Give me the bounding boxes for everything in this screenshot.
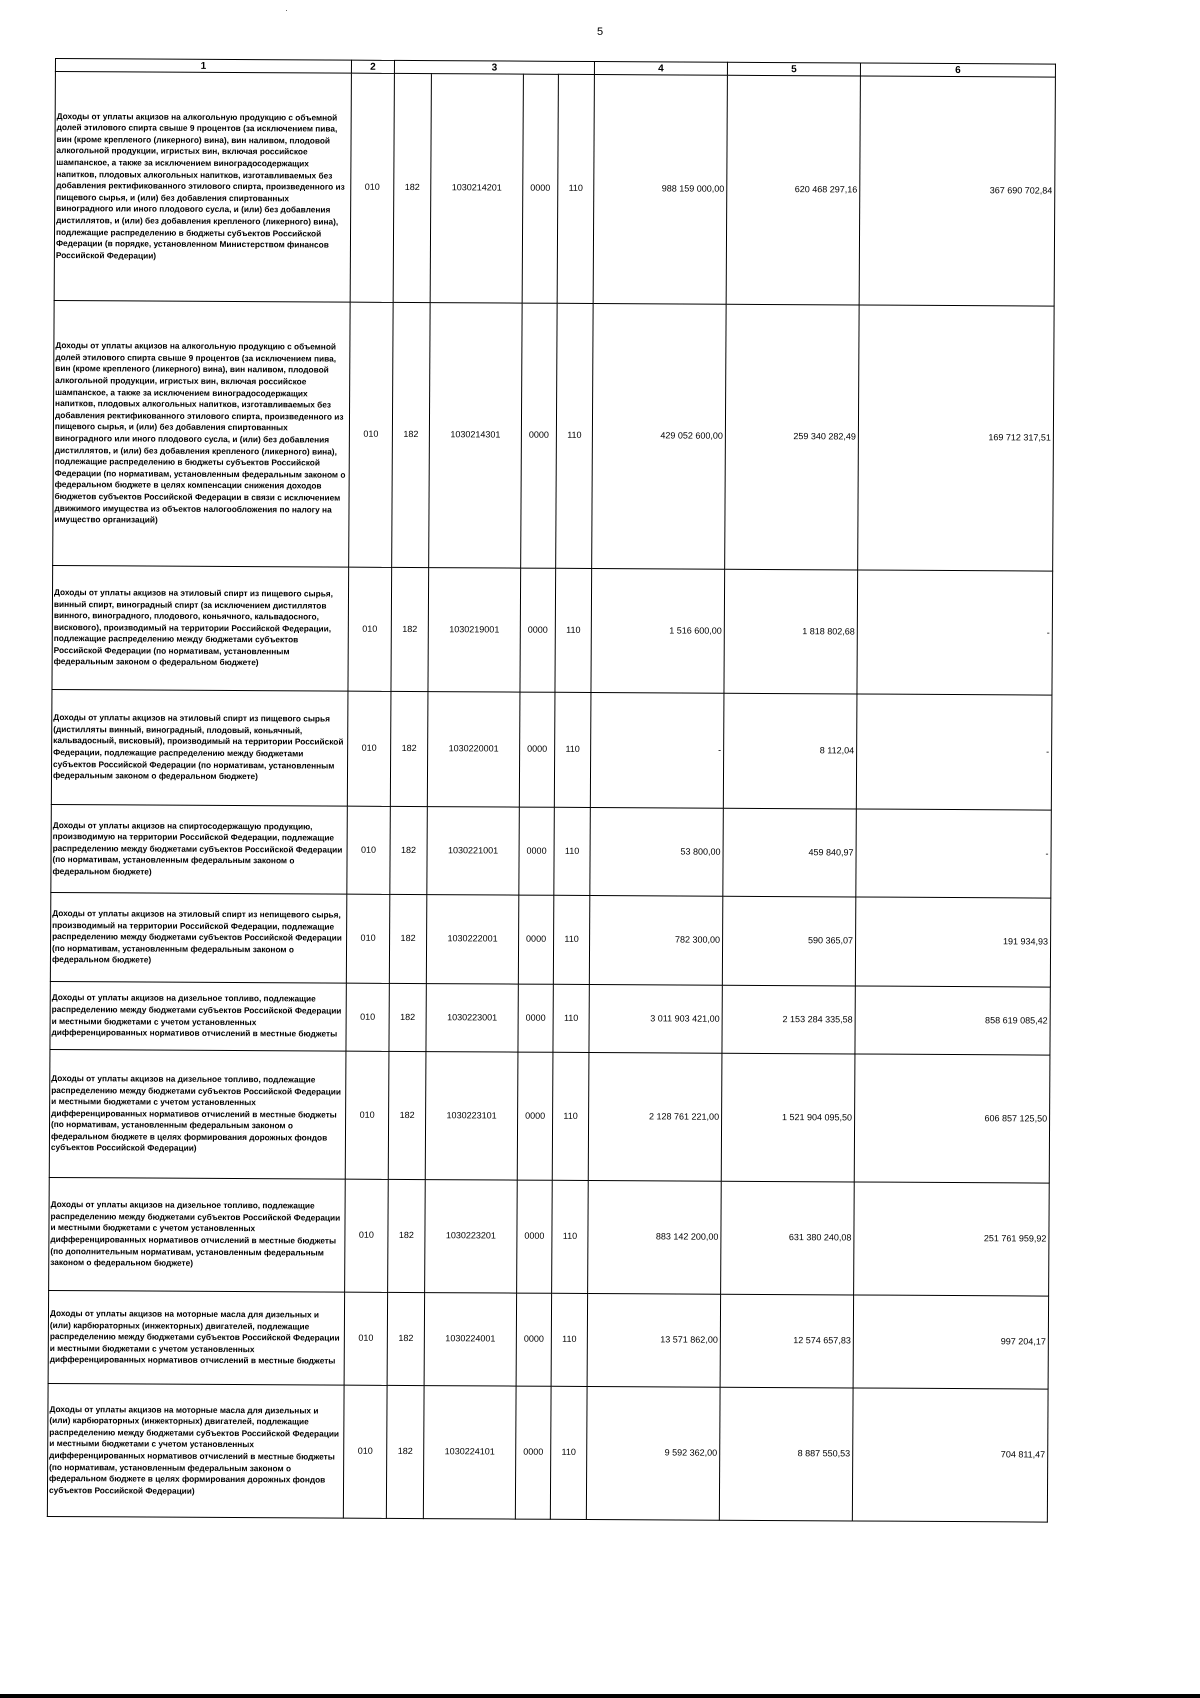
row-description: Доходы от уплаты акцизов на алкогольную продукцию с объемной долей этилового спирта свыше 9 процентов (за исключением пива, вин (кроме крепленого (ликерного) вина), вин наливом, плодовой алкогольной продукции, игристых вин, включая российское шампанское, а также за исключением виноградосодержащих напитков, плодовых алкогольных напитков, изготавливаемых без добавления ректификованного этилового спирта, произведенного из пищевого сырья, и (или) без добавления спиртованных виноградного или иного плодового сусла, и (или) без добавления дистиллятов, и (или) без добавления крепленого (ликерного) вина), подлежащие распределению в бюджеты субъектов Российской Федерации (в порядке, установленном Министерством финансов Российской Федерации) <box>54 72 351 303</box>
row-revenue-code: 1030224101 <box>423 1386 516 1520</box>
row-revenue-code: 1030224001 <box>424 1293 517 1387</box>
row-code-2: 010 <box>344 1292 388 1385</box>
row-revenue-code: 1030221001 <box>427 807 519 896</box>
row-value-col4: 3 011 903 421,00 <box>589 984 722 1053</box>
scan-speck <box>286 10 287 11</box>
table-row <box>47 1383 1048 1522</box>
row-description: Доходы от уплаты акцизов на дизельное топливо, подлежащие распределению между бюджетами субъектов Российской Федерации и местными бюджетами с учетом установленных дифференцированных нормативов отчислений в местные бюджеты (по дополнительным нормативам, установленным федеральным законом о федеральном бюджете) <box>49 1177 346 1292</box>
row-description: Доходы от уплаты акцизов на спиртосодержащую продукцию, производимую на территории Российской Федерации, подлежащие распределению между бюджетами субъектов Российской Федерации (по нормативам, установленным федеральным законом о федеральном бюджете) <box>51 804 347 894</box>
row-value-col6: 367 690 702,84 <box>859 76 1055 306</box>
row-value-col5: 1 818 802,68 <box>724 569 858 694</box>
row-revenue-code: 1030223101 <box>425 1052 518 1181</box>
row-value-col5: 259 340 282,49 <box>725 304 859 570</box>
row-program-code: 0000 <box>522 74 558 303</box>
column-header-6: 6 <box>860 63 1055 77</box>
row-revenue-code: 1030214201 <box>430 74 523 304</box>
row-value-col5: 8 112,04 <box>723 693 857 809</box>
row-classification-code: 110 <box>555 568 592 692</box>
table-row <box>48 1290 1049 1389</box>
row-revenue-code: 1030223001 <box>426 984 518 1053</box>
row-value-col4: 883 142 200,00 <box>588 1180 722 1294</box>
row-value-col4: 13 571 862,00 <box>587 1293 721 1387</box>
row-program-code: 0000 <box>518 895 553 984</box>
row-admin-code: 182 <box>393 73 431 302</box>
row-code-2: 010 <box>345 1051 389 1179</box>
row-value-col6: 251 761 959,92 <box>854 1182 1050 1296</box>
table-row <box>50 981 1050 1055</box>
row-admin-code: 182 <box>388 1051 426 1179</box>
row-value-col4: 429 052 600,00 <box>592 304 726 570</box>
row-program-code: 0000 <box>518 984 553 1052</box>
row-value-col4: 53 800,00 <box>590 808 723 897</box>
row-value-col4: 782 300,00 <box>589 896 722 986</box>
row-revenue-code: 1030223201 <box>425 1180 518 1294</box>
table-row <box>53 300 1054 571</box>
row-value-col6: 858 619 085,42 <box>855 986 1050 1055</box>
row-program-code: 0000 <box>520 568 556 692</box>
row-admin-code: 182 <box>387 1292 425 1385</box>
row-value-col6: - <box>857 570 1053 695</box>
row-classification-code: 110 <box>554 692 591 807</box>
row-admin-code: 182 <box>391 567 429 691</box>
row-revenue-code: 1030214301 <box>429 303 522 569</box>
row-classification-code: 110 <box>551 1293 588 1386</box>
row-value-col4: 1 516 600,00 <box>591 569 725 694</box>
row-description: Доходы от уплаты акцизов на алкогольную продукцию с объемной долей этилового спирта свыше 9 процентов (за исключением пива, вин (кроме крепленого (ликерного) вина), вин наливом, плодовой алкогольной продукции, игристых вин, включая российское шампанское, а также за исключением виноградосодержащих напитков, плодовых алкогольных напитков, изготавливаемых без добавления ректификованного этилового спирта, произведенного из пищевого сырья, и (или) без добавления спиртованных виноградного или иного плодового сусла, и (или) без добавления дистиллятов, и (или) без добавления крепленого (ликерного) вина), подлежащие распределению в бюджеты субъектов Российской Федерации (по нормативам, установленным федеральным законом о федеральном бюджете в целях компенсации снижения доходов бюджетов субъектов Российской Федерации в связи с исключением движимого имущества из объектов налогообложения по налогу на имущество организаций) <box>53 300 350 567</box>
row-program-code: 0000 <box>516 1293 552 1386</box>
row-value-col5: 620 468 297,16 <box>726 75 860 305</box>
row-code-2: 010 <box>349 302 393 567</box>
row-description: Доходы от уплаты акцизов на этиловый спирт из непищевого сырья, производимый на территории Российской Федерации, подлежащие распределению между бюджетами субъектов Российской Федерации (по нормативам, установленным федеральным законом о федеральном бюджете) <box>50 892 346 983</box>
row-admin-code: 182 <box>390 691 428 806</box>
row-value-col6: - <box>856 809 1051 898</box>
row-code-2: 010 <box>348 567 392 691</box>
row-code-2: 010 <box>343 1385 387 1518</box>
table-row <box>49 1177 1050 1296</box>
scan-bottom-edge <box>0 1694 1200 1698</box>
row-code-2: 010 <box>346 894 389 983</box>
row-code-2: 010 <box>350 73 394 302</box>
row-value-col5: 8 887 550,53 <box>719 1387 853 1521</box>
table-row <box>52 565 1053 695</box>
table-row <box>51 804 1051 898</box>
row-classification-code: 110 <box>553 895 589 984</box>
row-code-2: 010 <box>345 1179 389 1292</box>
row-admin-code: 182 <box>389 983 426 1051</box>
row-code-2: 010 <box>346 983 389 1051</box>
row-admin-code: 182 <box>389 894 426 983</box>
row-revenue-code: 1030219001 <box>428 568 521 693</box>
row-value-col4: 988 159 000,00 <box>593 75 727 305</box>
row-description: Доходы от уплаты акцизов на этиловый спирт из пищевого сырья (дистилляты винный, виноградный, плодовый, коньячный, кальвадосный, висковый), производимый на территории Российской Федерации, подлежащие распределению между бюджетами субъектов Российской Федерации (по нормативам, установленным федеральным законом о федеральном бюджете) <box>51 689 348 806</box>
row-value-col5: 12 574 657,83 <box>720 1294 854 1388</box>
row-classification-code: 110 <box>552 1052 589 1180</box>
row-value-col4: 9 592 362,00 <box>586 1386 720 1520</box>
row-classification-code: 110 <box>550 1386 587 1519</box>
row-description: Доходы от уплаты акцизов на дизельное топливо, подлежащие распределению между бюджетами субъектов Российской Федерации и местными бюджетами с учетом установленных дифференцированных нормативов отчислений в местные бюджеты <box>50 981 346 1051</box>
column-header-1: 1 <box>55 59 351 74</box>
row-admin-code: 182 <box>390 806 427 894</box>
row-value-col5: 2 153 284 335,58 <box>722 985 855 1054</box>
row-value-col4: - <box>590 693 724 809</box>
column-header-4: 4 <box>594 62 727 76</box>
row-classification-code: 110 <box>554 807 590 895</box>
row-program-code: 0000 <box>517 1180 553 1293</box>
row-admin-code: 182 <box>388 1179 426 1292</box>
row-classification-code: 110 <box>557 74 594 303</box>
row-value-col6: 997 204,17 <box>853 1295 1049 1389</box>
row-revenue-code: 1030222001 <box>426 895 518 985</box>
revenue-table <box>47 58 1056 1523</box>
row-program-code: 0000 <box>519 807 554 895</box>
table-row <box>51 689 1052 810</box>
page-number: 5 <box>596 26 604 38</box>
row-value-col6: 606 857 125,50 <box>854 1054 1050 1183</box>
column-header-2: 2 <box>351 60 394 73</box>
row-admin-code: 182 <box>386 1385 424 1518</box>
row-description: Доходы от уплаты акцизов на моторные масла для дизельных и (или) карбюраторных (инжекторных) двигателей, подлежащие распределению между бюджетами субъектов Российской Федерации и местными бюджетами с учетом установленных дифференцированных нормативов отчислений в местные бюджеты <box>48 1290 345 1385</box>
row-value-col5: 631 380 240,08 <box>721 1181 855 1295</box>
row-revenue-code: 1030220001 <box>427 692 520 808</box>
row-value-col5: 1 521 904 095,50 <box>721 1053 855 1182</box>
row-program-code: 0000 <box>515 1386 551 1519</box>
row-classification-code: 110 <box>553 984 589 1052</box>
row-value-col6: - <box>856 694 1052 810</box>
row-value-col5: 459 840,97 <box>723 808 856 897</box>
row-value-col4: 2 128 761 221,00 <box>588 1052 722 1181</box>
row-description: Доходы от уплаты акцизов на моторные масла для дизельных и (или) карбюраторных (инжекторных) двигателей, подлежащие распределению между бюджетами субъектов Российской Федерации и местными бюджетами с учетом установленных дифференцированных нормативов отчислений в местные бюджеты (по нормативам, установленным федеральным законом о федеральном бюджете в целях формирования дорожных фондов субъектов Российской Федерации) <box>47 1383 344 1518</box>
table-row <box>54 72 1055 307</box>
table-row <box>50 892 1050 987</box>
row-description: Доходы от уплаты акцизов на этиловый спирт из пищевого сырья, винный спирт, виноградный спирт (за исключением дистиллятов винного, виноградного, плодового, коньячного, кальвадосного, вискового), производимый на территории Российской Федерации, подлежащие распределению между бюджетами субъектов Российской Федерации (по нормативам, установленным федеральным законом о федеральном бюджете) <box>52 565 349 691</box>
row-admin-code: 182 <box>392 302 430 567</box>
row-value-col6: 704 811,47 <box>852 1388 1048 1522</box>
row-value-col5: 590 365,07 <box>722 896 855 986</box>
table-row <box>49 1049 1050 1183</box>
row-program-code: 0000 <box>519 692 555 807</box>
row-code-2: 010 <box>347 806 390 894</box>
column-header-3: 3 <box>394 60 594 74</box>
table-body <box>47 72 1055 1523</box>
budget-table-wrapper <box>47 58 1056 1523</box>
row-classification-code: 110 <box>552 1180 589 1293</box>
column-header-5: 5 <box>727 62 860 76</box>
row-value-col6: 169 712 317,51 <box>858 305 1054 571</box>
row-program-code: 0000 <box>521 303 557 568</box>
row-classification-code: 110 <box>556 303 593 568</box>
row-code-2: 010 <box>347 691 391 806</box>
row-program-code: 0000 <box>517 1052 553 1180</box>
row-description: Доходы от уплаты акцизов на дизельное топливо, подлежащие распределению между бюджетами субъектов Российской Федерации и местными бюджетами с учетом установленных дифференцированных нормативов отчислений в местные бюджеты (по нормативам, установленным федеральным законом о федеральном бюджете в целях формирования дорожных фондов субъектов Российской Федерации) <box>49 1049 346 1179</box>
row-value-col6: 191 934,93 <box>855 897 1050 987</box>
